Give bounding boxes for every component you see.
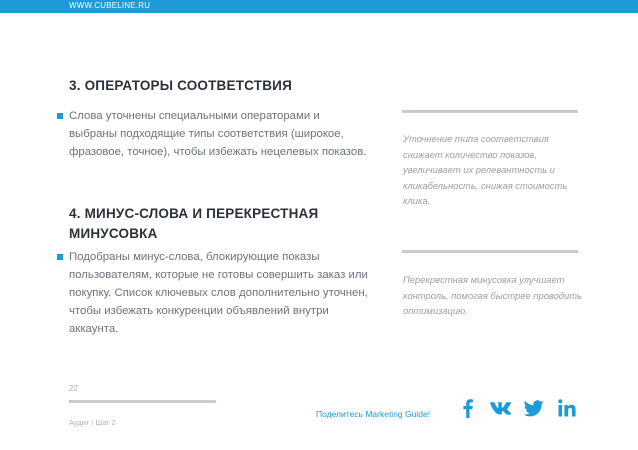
vk-icon[interactable] (490, 397, 512, 419)
note-separator (402, 250, 578, 253)
top-bar (0, 0, 638, 13)
bullet-marker (57, 113, 63, 119)
bullet-text-operators: Слова уточнены специальными операторами и выбраны подходящие типы соответствия (широкое, фразовое, точное), чтобы избежать нецелевых показов. (69, 110, 367, 158)
linkedin-icon[interactable] (556, 397, 578, 419)
note-minus-words: Перекрестная минусовка улучшает контроль, помогая быстрее проводить оптимизацию. (403, 274, 582, 316)
note-separator (402, 110, 578, 113)
note-operators: Уточнение типа соответствия снижает количество показов, увеличивает их релевантность и кликабельность, снижая стоимость клика. (403, 133, 568, 206)
section-heading-operators: 3. ОПЕРАТОРЫ СООТВЕТСТВИЯ (69, 78, 292, 93)
share-prompt: Поделитесь Marketing Guide! (316, 409, 431, 419)
facebook-icon[interactable] (457, 397, 479, 419)
bullet-marker (57, 254, 63, 260)
bullet-text-minus-words: Подобраны минус-слова, блокирующие показы пользователям, которые не готовы совершить заказ или покупку. Список ключевых слов дополнительно уточнен, чтобы избежать конкуренции объявлений внутри аккаунта. (69, 251, 368, 335)
section-heading-minus-words: 4. МИНУС-СЛОВА И ПЕРЕКРЕСТНАЯ МИНУСОВКА (69, 206, 319, 241)
footer-audit-label: Аудит / Шаг 2 (69, 418, 116, 427)
twitter-icon[interactable] (523, 397, 545, 419)
page-number: 22 (69, 384, 78, 393)
site-url[interactable]: WWW.CUBELINE.RU (69, 1, 151, 10)
footer-divider (69, 400, 216, 403)
